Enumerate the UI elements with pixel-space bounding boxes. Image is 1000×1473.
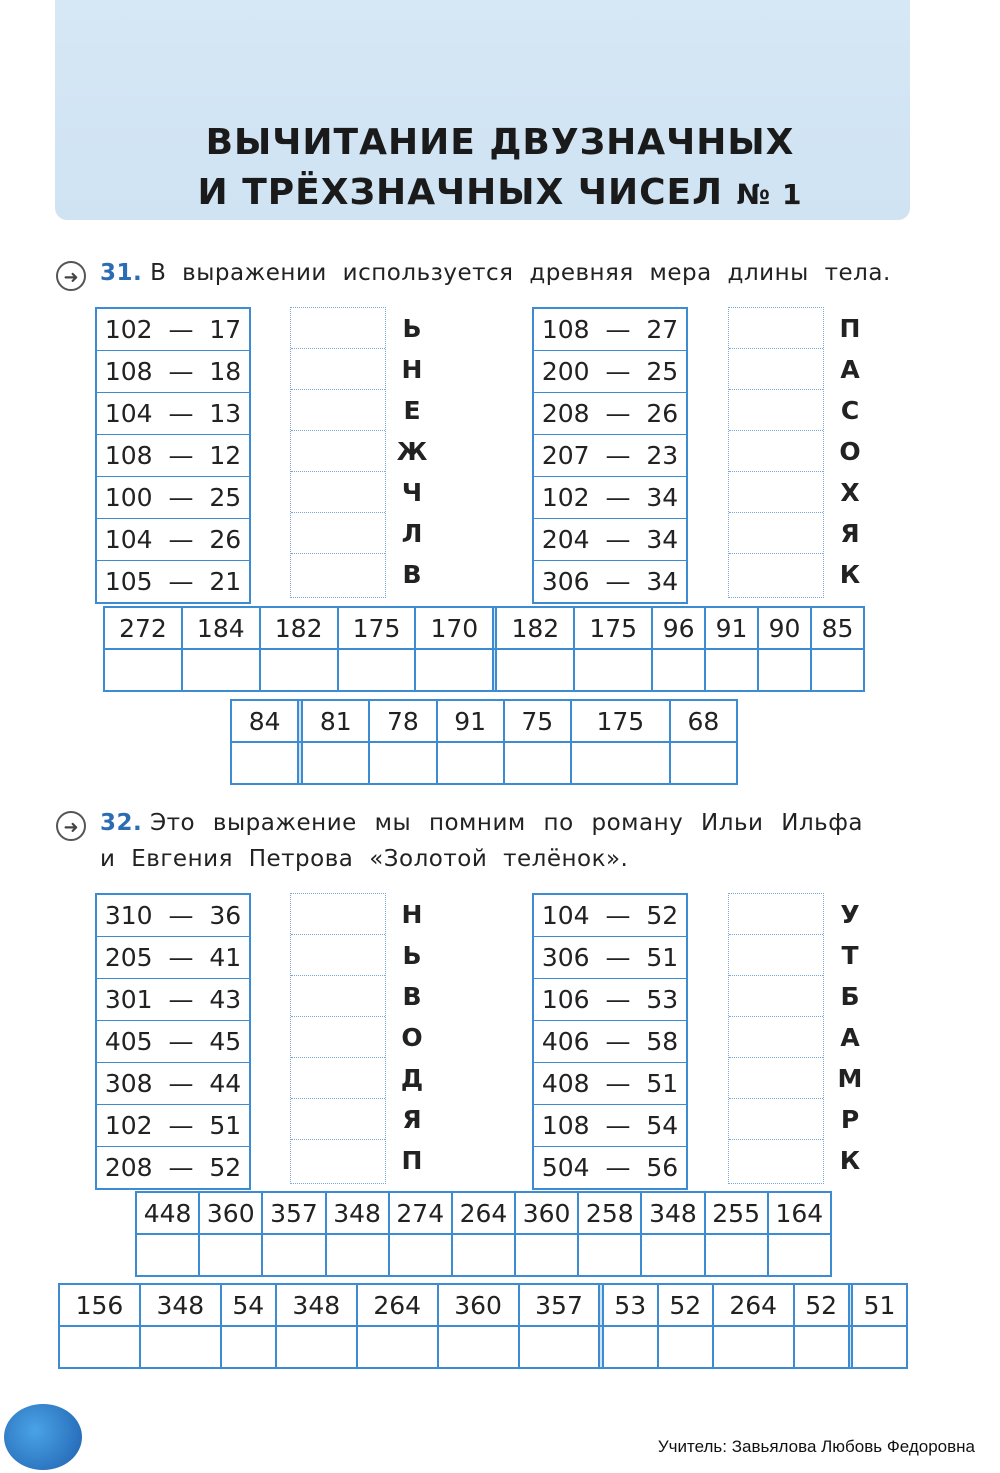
answer-cell[interactable] bbox=[291, 935, 385, 976]
letter-input-cell[interactable] bbox=[852, 1326, 907, 1368]
expression: 106 — 53 bbox=[534, 979, 686, 1021]
letter-input-cell[interactable] bbox=[357, 1326, 438, 1368]
letter-input-cell[interactable] bbox=[369, 742, 436, 784]
number-cell: 96 bbox=[652, 607, 705, 649]
expression: 104 — 52 bbox=[534, 895, 686, 937]
letter-input-cell[interactable] bbox=[496, 649, 574, 691]
number-cell: 182 bbox=[260, 607, 338, 649]
expression: 200 — 25 bbox=[534, 351, 686, 393]
number-cell: 274 bbox=[389, 1192, 452, 1234]
letter-key: Б bbox=[840, 982, 860, 1011]
letter-input-cell[interactable] bbox=[438, 1326, 519, 1368]
expression: 100 — 25 bbox=[97, 477, 249, 519]
letter-input-cell[interactable] bbox=[221, 1326, 276, 1368]
answer-cell[interactable] bbox=[729, 390, 823, 431]
answer-cell[interactable] bbox=[291, 554, 385, 595]
expression: 504 — 56 bbox=[541, 1153, 679, 1182]
task-32-right-answers[interactable] bbox=[728, 893, 824, 1184]
answer-cell[interactable] bbox=[291, 976, 385, 1017]
number-cell: 264 bbox=[452, 1192, 515, 1234]
task-32-left-answers[interactable] bbox=[290, 893, 386, 1184]
letter-input-cell[interactable] bbox=[713, 1326, 794, 1368]
number-cell: 84 bbox=[231, 700, 298, 742]
task-31-left-expressions bbox=[95, 307, 251, 604]
letter-key: Ь bbox=[402, 941, 422, 970]
task-32-left-expressions bbox=[95, 893, 251, 1190]
letter-input-cell[interactable] bbox=[758, 649, 811, 691]
number-cell: 184 bbox=[182, 607, 260, 649]
task-31-right-letters bbox=[830, 308, 870, 595]
expression: 306 — 51 bbox=[534, 937, 686, 979]
expression: 405 — 45 bbox=[97, 1021, 249, 1063]
number-cell: 348 bbox=[276, 1284, 357, 1326]
letter-input-cell[interactable] bbox=[326, 1234, 389, 1276]
letter-input-cell[interactable] bbox=[140, 1326, 221, 1368]
answer-cell[interactable] bbox=[291, 1099, 385, 1140]
answer-cell[interactable] bbox=[729, 513, 823, 554]
task-32-number: 32. bbox=[100, 810, 143, 836]
task-31-number: 31. bbox=[100, 260, 143, 286]
letter-key: П bbox=[401, 1146, 423, 1175]
number-cell: 348 bbox=[641, 1192, 704, 1234]
letter-input-cell[interactable] bbox=[260, 649, 338, 691]
number-cell: 85 bbox=[811, 607, 864, 649]
number-cell: 78 bbox=[369, 700, 436, 742]
number-cell: 448 bbox=[136, 1192, 199, 1234]
answer-cell[interactable] bbox=[729, 1140, 823, 1181]
task-32-right-expressions bbox=[532, 893, 688, 1190]
letter-key: О bbox=[401, 1023, 423, 1052]
number-cell: 348 bbox=[326, 1192, 389, 1234]
expression: 208 — 26 bbox=[534, 393, 686, 435]
letter-input-cell[interactable] bbox=[415, 649, 493, 691]
letter-key: К bbox=[839, 560, 861, 589]
expression: 108 — 18 bbox=[97, 351, 249, 393]
letter-input-cell[interactable] bbox=[705, 1234, 768, 1276]
expression: 108 — 12 bbox=[97, 435, 249, 477]
answer-cell[interactable] bbox=[291, 349, 385, 390]
letter-input-cell[interactable] bbox=[338, 649, 416, 691]
number-cell: 175 bbox=[574, 607, 652, 649]
teacher-credit: Учитель: Завьялова Любовь Федоровна bbox=[657, 1437, 975, 1456]
letter-key: Н bbox=[401, 900, 423, 929]
letter-input-cell[interactable] bbox=[199, 1234, 262, 1276]
answer-cell[interactable] bbox=[291, 1058, 385, 1099]
page-title bbox=[0, 118, 1000, 220]
task-32-right-letters bbox=[830, 894, 870, 1181]
number-cell: 53 bbox=[603, 1284, 658, 1326]
letter-key: В bbox=[402, 560, 422, 589]
letter-key: О bbox=[839, 437, 861, 466]
letter-input-cell[interactable] bbox=[504, 742, 571, 784]
letter-input-cell[interactable] bbox=[389, 1234, 452, 1276]
expression: 207 — 23 bbox=[534, 435, 686, 477]
task-32-answer-grid-1 bbox=[135, 1191, 832, 1277]
letter-input-cell[interactable] bbox=[603, 1326, 658, 1368]
arrow-right-icon: ➜ bbox=[56, 811, 86, 841]
letter-input-cell[interactable] bbox=[670, 742, 737, 784]
letter-input-cell[interactable] bbox=[571, 742, 670, 784]
expression: 205 — 41 bbox=[97, 937, 249, 979]
letter-key: Л bbox=[401, 519, 423, 548]
number-cell: 52 bbox=[658, 1284, 713, 1326]
expression: 102 — 17 bbox=[97, 309, 249, 351]
task-31-right-expressions bbox=[532, 307, 688, 604]
expression: 301 — 43 bbox=[97, 979, 249, 1021]
letter-key: Х bbox=[840, 478, 860, 507]
number-cell: 75 bbox=[504, 700, 571, 742]
task-31-left-answers[interactable] bbox=[290, 307, 386, 598]
answer-cell[interactable] bbox=[729, 472, 823, 513]
letter-key: А bbox=[840, 355, 860, 384]
letter-key: У bbox=[840, 900, 860, 929]
publisher-logo bbox=[4, 1404, 82, 1470]
letter-input-cell[interactable] bbox=[231, 742, 298, 784]
expression: 108 — 27 bbox=[534, 309, 686, 351]
letter-key: В bbox=[402, 982, 422, 1011]
expression: 306 — 34 bbox=[541, 567, 679, 596]
expression: 310 — 36 bbox=[97, 895, 249, 937]
number-cell: 264 bbox=[357, 1284, 438, 1326]
number-cell: 360 bbox=[515, 1192, 578, 1234]
task-32-text-line-2: и Евгения Петрова «Золотой телёнок». bbox=[100, 846, 629, 872]
answer-cell[interactable] bbox=[291, 1017, 385, 1058]
number-cell: 357 bbox=[519, 1284, 600, 1326]
answer-cell[interactable] bbox=[729, 976, 823, 1017]
letter-key: Ж bbox=[396, 437, 428, 466]
answer-cell[interactable] bbox=[729, 431, 823, 472]
number-cell: 164 bbox=[768, 1192, 831, 1234]
letter-input-cell[interactable] bbox=[705, 649, 758, 691]
answer-cell[interactable] bbox=[729, 1099, 823, 1140]
letter-input-cell[interactable] bbox=[136, 1234, 199, 1276]
answer-cell[interactable] bbox=[291, 472, 385, 513]
number-cell: 170 bbox=[415, 607, 493, 649]
letter-input-cell[interactable] bbox=[437, 742, 504, 784]
number-cell: 54 bbox=[221, 1284, 276, 1326]
answer-cell[interactable] bbox=[729, 308, 823, 349]
letter-input-cell[interactable] bbox=[652, 649, 705, 691]
answer-cell[interactable] bbox=[729, 349, 823, 390]
number-cell: 175 bbox=[571, 700, 670, 742]
number-cell: 156 bbox=[59, 1284, 140, 1326]
number-cell: 348 bbox=[140, 1284, 221, 1326]
letter-input-cell[interactable] bbox=[768, 1234, 831, 1276]
expression: 105 — 21 bbox=[104, 567, 242, 596]
number-cell: 90 bbox=[758, 607, 811, 649]
number-cell: 272 bbox=[104, 607, 182, 649]
letter-key: А bbox=[840, 1023, 860, 1052]
letter-key: С bbox=[840, 396, 860, 425]
letter-key: Н bbox=[401, 355, 423, 384]
number-cell: 255 bbox=[705, 1192, 768, 1234]
letter-key: Я bbox=[402, 1105, 422, 1134]
answer-cell[interactable] bbox=[291, 894, 385, 935]
letter-input-cell[interactable] bbox=[658, 1326, 713, 1368]
expression: 204 — 34 bbox=[534, 519, 686, 561]
expression: 102 — 51 bbox=[97, 1105, 249, 1147]
answer-cell[interactable] bbox=[729, 554, 823, 595]
letter-input-cell[interactable] bbox=[59, 1326, 140, 1368]
task-31-left-letters bbox=[392, 308, 432, 595]
letter-input-cell[interactable] bbox=[262, 1234, 325, 1276]
number-cell: 51 bbox=[852, 1284, 907, 1326]
expression: 104 — 13 bbox=[97, 393, 249, 435]
answer-cell[interactable] bbox=[729, 1017, 823, 1058]
task-31-text: В выражении используется древняя мера длины тела. bbox=[150, 260, 891, 286]
answer-cell[interactable] bbox=[291, 390, 385, 431]
number-cell: 360 bbox=[199, 1192, 262, 1234]
task-31-right-answers[interactable] bbox=[728, 307, 824, 598]
letter-key: М bbox=[837, 1064, 863, 1093]
letter-input-cell[interactable] bbox=[276, 1326, 357, 1368]
expression: 104 — 26 bbox=[97, 519, 249, 561]
task-32-text-line-1: Это выражение мы помним по роману Ильи Ильфа bbox=[150, 810, 863, 836]
letter-key: Е bbox=[403, 396, 421, 425]
expression: 408 — 51 bbox=[534, 1063, 686, 1105]
task-31-answer-grid-1 bbox=[103, 606, 865, 692]
title-line-2: И ТРЁХЗНАЧНЫХ ЧИСЕЛ № 1 bbox=[197, 172, 803, 213]
number-cell: 91 bbox=[705, 607, 758, 649]
letter-input-cell[interactable] bbox=[578, 1234, 641, 1276]
number-cell: 91 bbox=[437, 700, 504, 742]
letter-input-cell[interactable] bbox=[794, 1326, 849, 1368]
answer-cell[interactable] bbox=[291, 431, 385, 472]
answer-cell[interactable] bbox=[291, 308, 385, 349]
number-cell: 360 bbox=[438, 1284, 519, 1326]
number-cell: 175 bbox=[338, 607, 416, 649]
letter-key: К bbox=[839, 1146, 861, 1175]
letter-key: Ч bbox=[401, 478, 423, 507]
answer-cell[interactable] bbox=[729, 894, 823, 935]
task-32-left-letters bbox=[392, 894, 432, 1181]
task-31-answer-grid-2 bbox=[230, 699, 738, 785]
answer-cell[interactable] bbox=[729, 935, 823, 976]
task-31-heading bbox=[100, 260, 912, 286]
expression: 406 — 58 bbox=[534, 1021, 686, 1063]
letter-input-cell[interactable] bbox=[641, 1234, 704, 1276]
letter-key: Я bbox=[840, 519, 860, 548]
letter-input-cell[interactable] bbox=[182, 649, 260, 691]
answer-cell[interactable] bbox=[291, 513, 385, 554]
expression: 308 — 44 bbox=[97, 1063, 249, 1105]
letter-input-cell[interactable] bbox=[811, 649, 864, 691]
answer-cell[interactable] bbox=[729, 1058, 823, 1099]
title-line-1: ВЫЧИТАНИЕ ДВУЗНАЧНЫХ bbox=[205, 122, 795, 163]
letter-input-cell[interactable] bbox=[519, 1326, 600, 1368]
number-cell: 264 bbox=[713, 1284, 794, 1326]
letter-key: Т bbox=[841, 941, 859, 970]
expression: 208 — 52 bbox=[104, 1153, 242, 1182]
expression: 108 — 54 bbox=[534, 1105, 686, 1147]
number-cell: 258 bbox=[578, 1192, 641, 1234]
number-cell: 81 bbox=[302, 700, 369, 742]
task-32-heading bbox=[100, 810, 912, 890]
arrow-right-icon: ➜ bbox=[56, 261, 86, 291]
letter-input-cell[interactable] bbox=[452, 1234, 515, 1276]
letter-input-cell[interactable] bbox=[302, 742, 369, 784]
task-32-answer-grid-2 bbox=[58, 1283, 908, 1369]
answer-cell[interactable] bbox=[291, 1140, 385, 1181]
letter-input-cell[interactable] bbox=[574, 649, 652, 691]
letter-key: Р bbox=[840, 1105, 860, 1134]
number-cell: 52 bbox=[794, 1284, 849, 1326]
lesson-number: № 1 bbox=[736, 178, 803, 211]
number-cell: 68 bbox=[670, 700, 737, 742]
letter-key: П bbox=[839, 314, 861, 343]
number-cell: 357 bbox=[262, 1192, 325, 1234]
letter-key: Ь bbox=[402, 314, 422, 343]
expression: 102 — 34 bbox=[534, 477, 686, 519]
letter-key: Д bbox=[400, 1064, 424, 1093]
number-cell: 182 bbox=[496, 607, 574, 649]
letter-input-cell[interactable] bbox=[104, 649, 182, 691]
letter-input-cell[interactable] bbox=[515, 1234, 578, 1276]
